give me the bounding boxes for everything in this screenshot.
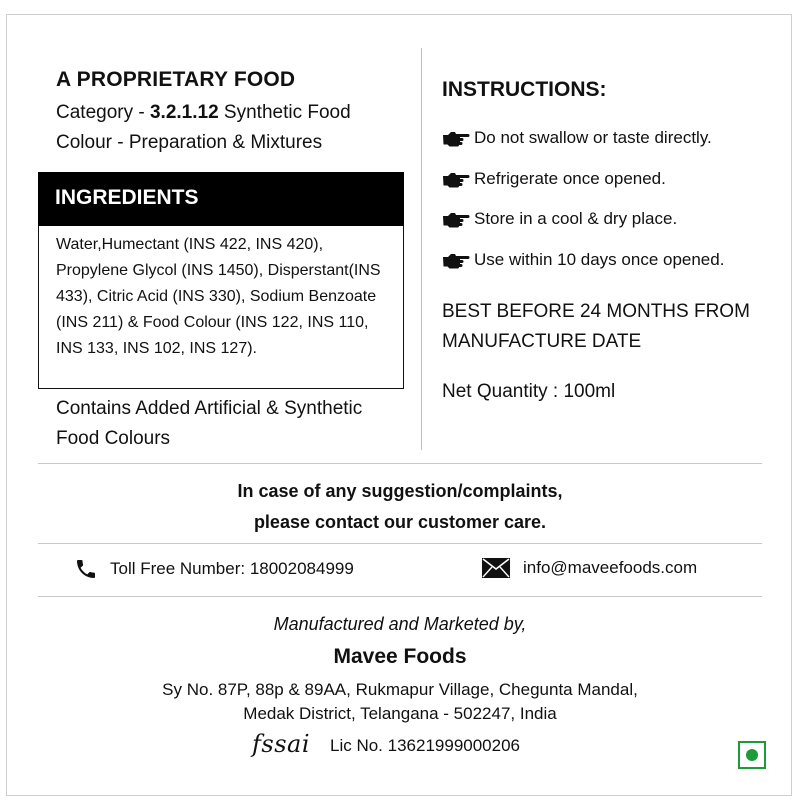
instruction-item [442, 250, 782, 270]
pointing-hand-icon [442, 129, 470, 147]
column-divider [421, 48, 422, 450]
license-number: Lic No. 13621999000206 [330, 736, 520, 755]
section-divider [38, 463, 762, 464]
instruction-text: Store in a cool & dry place. [474, 209, 678, 228]
veg-dot [746, 749, 758, 761]
email-contact [481, 557, 697, 579]
artificial-colour-warning: Contains Added Artificial & Synthetic Food Colours [56, 398, 363, 449]
toll-free-contact [74, 557, 354, 581]
address-line-1: Sy No. 87P, 88p & 89AA, Rukmapur Village, Chegunta Mandal, [162, 680, 638, 699]
veg-symbol-icon [738, 741, 766, 769]
ingredients-list: Water,Humectant (INS 422, INS 420), Propylene Glycol (INS 1450), Disperstant(INS 433), Citric Acid (INS 330), Sodium Benzoate (INS 211) & Food Colour (INS 122, INS 110, INS 133, INS 102, INS 127). [56, 236, 381, 357]
category-description: Synthetic Food Colour - Preparation & Mixtures [56, 102, 351, 153]
envelope-icon [481, 557, 511, 579]
manufactured-by-label: Manufactured and Marketed by, [273, 614, 527, 634]
customer-care-line-1: In case of any suggestion/complaints, [237, 481, 563, 501]
email-address: info@maveefoods.com [523, 558, 698, 577]
fssai-logo: fssai [252, 730, 310, 758]
toll-free-number: Toll Free Number: 18002084999 [110, 559, 354, 578]
category-text [56, 98, 401, 158]
customer-care-line-2: please contact our customer care. [253, 512, 547, 532]
category-prefix: Category - [56, 102, 150, 123]
instructions-heading: INSTRUCTIONS: [442, 78, 607, 101]
manufacturer-name: Mavee Foods [333, 645, 467, 668]
pointing-hand-icon [442, 210, 470, 228]
address-line-2: Medak District, Telangana - 502247, India [243, 704, 557, 723]
instruction-text: Use within 10 days once opened. [474, 250, 725, 269]
pointing-hand-icon [442, 170, 470, 188]
instruction-text: Refrigerate once opened. [474, 169, 666, 188]
best-before-text: BEST BEFORE 24 MONTHS FROM MANUFACTURE DATE [442, 301, 750, 352]
product-type-title: A PROPRIETARY FOOD [56, 68, 296, 91]
instruction-item [442, 128, 782, 148]
section-divider [38, 596, 762, 597]
phone-icon [74, 557, 98, 581]
net-quantity: Net Quantity : 100ml [442, 381, 616, 402]
pointing-hand-icon [442, 251, 470, 269]
category-code: 3.2.1.12 [149, 102, 219, 123]
customer-care-message [0, 476, 800, 538]
instruction-item [442, 169, 782, 189]
instruction-text: Do not swallow or taste directly. [474, 128, 712, 147]
instruction-item [442, 209, 782, 229]
section-divider [38, 543, 762, 544]
ingredients-heading: INGREDIENTS [38, 172, 404, 226]
manufacturer-address [0, 678, 800, 726]
